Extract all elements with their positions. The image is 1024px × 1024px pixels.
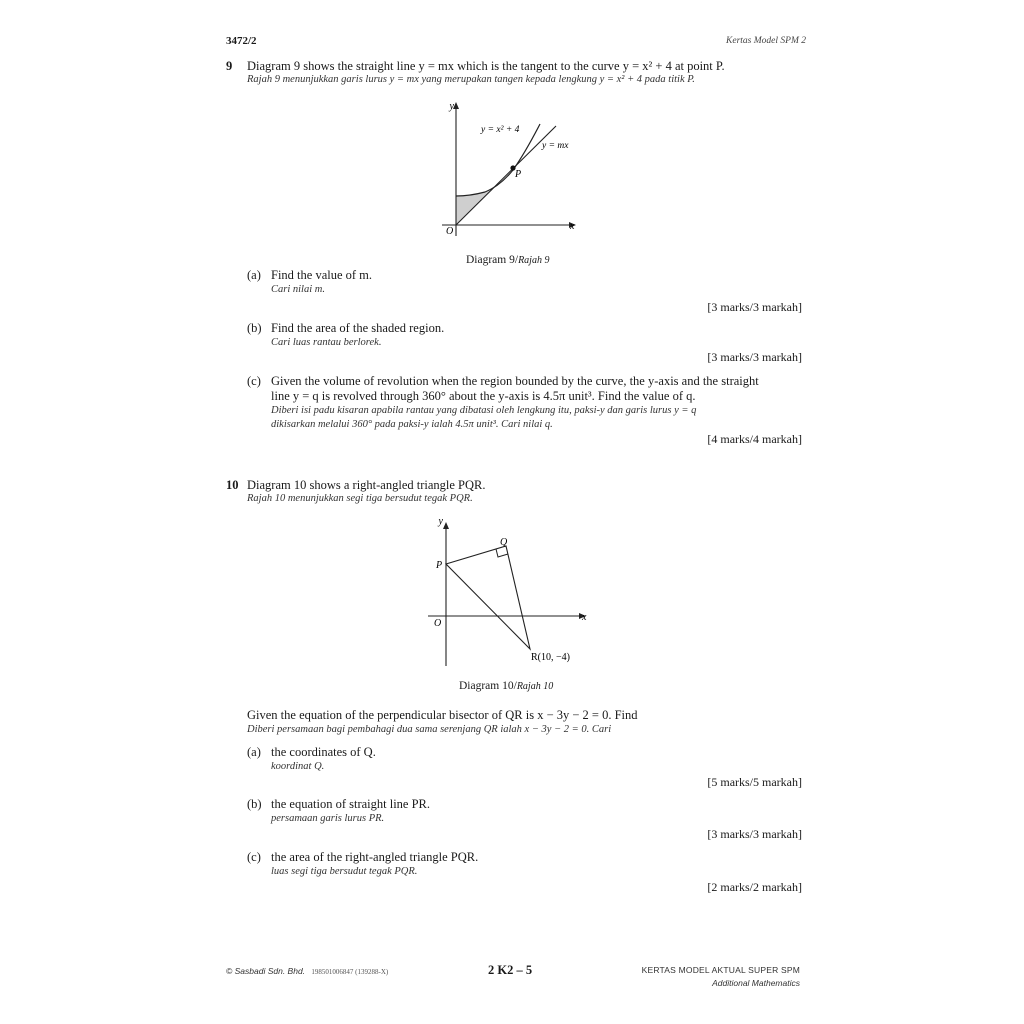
triangle-pqr bbox=[446, 546, 530, 649]
footer-subject: Additional Mathematics bbox=[712, 978, 800, 988]
q9c-text-line1: Given the volume of revolution when the region bounded by the curve, the y-axis and the straight bbox=[271, 374, 759, 388]
diagram-9-caption: Diagram 9/Rajah 9 bbox=[466, 254, 550, 266]
q10a-text-ms: koordinat Q. bbox=[271, 761, 325, 772]
q10c-text: the area of the right-angled triangle PQR. bbox=[271, 850, 479, 864]
question-10-stem: Diagram 10 shows a right-angled triangle PQR. bbox=[247, 478, 486, 492]
q9b-text-ms: Cari luas rantau berlorek. bbox=[271, 337, 382, 348]
right-angle-mark bbox=[496, 549, 508, 557]
point-p-label: P bbox=[515, 169, 522, 180]
diagram-9 bbox=[430, 98, 590, 240]
q-label: Q bbox=[500, 537, 508, 548]
q10b-text-ms: persamaan garis lurus PR. bbox=[271, 813, 385, 824]
question-9-number: 9 bbox=[226, 59, 233, 73]
q10-given: Given the equation of the perpendicular bisector of QR is x − 3y − 2 = 0. Find bbox=[247, 708, 638, 722]
question-10-number: 10 bbox=[226, 478, 239, 492]
q9b-marks: [3 marks/3 markah] bbox=[707, 350, 802, 364]
q9c-text-line2: line y = q is revolved through 360° about the y-axis is 4.5π unit³. Find the value of q. bbox=[271, 389, 696, 403]
footer-publisher: © Sasbadi Sdn. Bhd. 198501006847 (139288-X) bbox=[226, 966, 389, 976]
tangent-line bbox=[456, 126, 556, 225]
q10b-text: the equation of straight line PR. bbox=[271, 797, 431, 811]
footer-reg: 198501006847 (139288-X) bbox=[311, 968, 389, 976]
q10a-text: the coordinates of Q. bbox=[271, 745, 376, 759]
y-label: y bbox=[449, 101, 454, 112]
q10a-marks: [5 marks/5 markah] bbox=[707, 775, 802, 789]
diagram-10 bbox=[422, 512, 600, 670]
r-label: R(10, −4) bbox=[531, 652, 570, 663]
q9a-label: (a) bbox=[247, 268, 261, 282]
q9c-label: (c) bbox=[247, 374, 261, 388]
x-label: x bbox=[570, 221, 575, 232]
q10b-label: (b) bbox=[247, 797, 262, 811]
y-label: y bbox=[438, 516, 443, 527]
origin-label: O bbox=[434, 618, 442, 629]
q9a-marks: [3 marks/3 markah] bbox=[707, 300, 802, 314]
q9b-text: Find the area of the shaded region. bbox=[271, 321, 445, 335]
origin-label: O bbox=[446, 226, 454, 237]
paper-series: Kertas Model SPM 2 bbox=[726, 36, 806, 46]
q9a-text: Find the value of m. bbox=[271, 268, 373, 282]
q10c-text-ms: luas segi tiga bersudut tegak PQR. bbox=[271, 866, 418, 877]
q10-given-ms: Diberi persamaan bagi pembahagi dua sama serenjang QR ialah x − 3y − 2 = 0. Cari bbox=[247, 724, 612, 735]
q9c-text-ms-line1: Diberi isi padu kisaran apabila rantau yang dibatasi oleh lengkung itu, paksi-y dan garis lurus y = q bbox=[271, 405, 697, 416]
curve-label: y = x² + 4 bbox=[481, 125, 520, 135]
question-9-stem: Diagram 9 shows the straight line y = mx which is the tangent to the curve y = x² + 4 at point P. bbox=[247, 59, 725, 73]
y-axis-arrow bbox=[443, 522, 449, 529]
q10c-label: (c) bbox=[247, 850, 261, 864]
q10a-label: (a) bbox=[247, 745, 261, 759]
footer-book: KERTAS MODEL AKTUAL SUPER SPM bbox=[641, 965, 800, 975]
x-label: x bbox=[582, 612, 587, 623]
q9c-marks: [4 marks/4 markah] bbox=[707, 432, 802, 446]
q10c-marks: [2 marks/2 markah] bbox=[707, 880, 802, 894]
page-number: 2 K2 – 5 bbox=[488, 963, 533, 977]
q10b-marks: [3 marks/3 markah] bbox=[707, 827, 802, 841]
p-label: P bbox=[436, 560, 443, 571]
question-9-stem-ms: Rajah 9 menunjukkan garis lurus y = mx yang merupakan tangen kepada lengkung y = x² + 4 pada titik P. bbox=[247, 74, 695, 85]
diagram-10-caption: Diagram 10/Rajah 10 bbox=[459, 680, 554, 692]
q9c-text-ms-line2: dikisarkan melalui 360° pada paksi-y ialah 4.5π unit³. Cari nilai q. bbox=[271, 419, 553, 430]
question-10-stem-ms: Rajah 10 menunjukkan segi tiga bersudut tegak PQR. bbox=[247, 493, 473, 504]
q9a-text-ms: Cari nilai m. bbox=[271, 284, 325, 295]
q9b-label: (b) bbox=[247, 321, 262, 335]
line-label: y = mx bbox=[542, 141, 569, 151]
paper-code: 3472/2 bbox=[226, 35, 257, 47]
